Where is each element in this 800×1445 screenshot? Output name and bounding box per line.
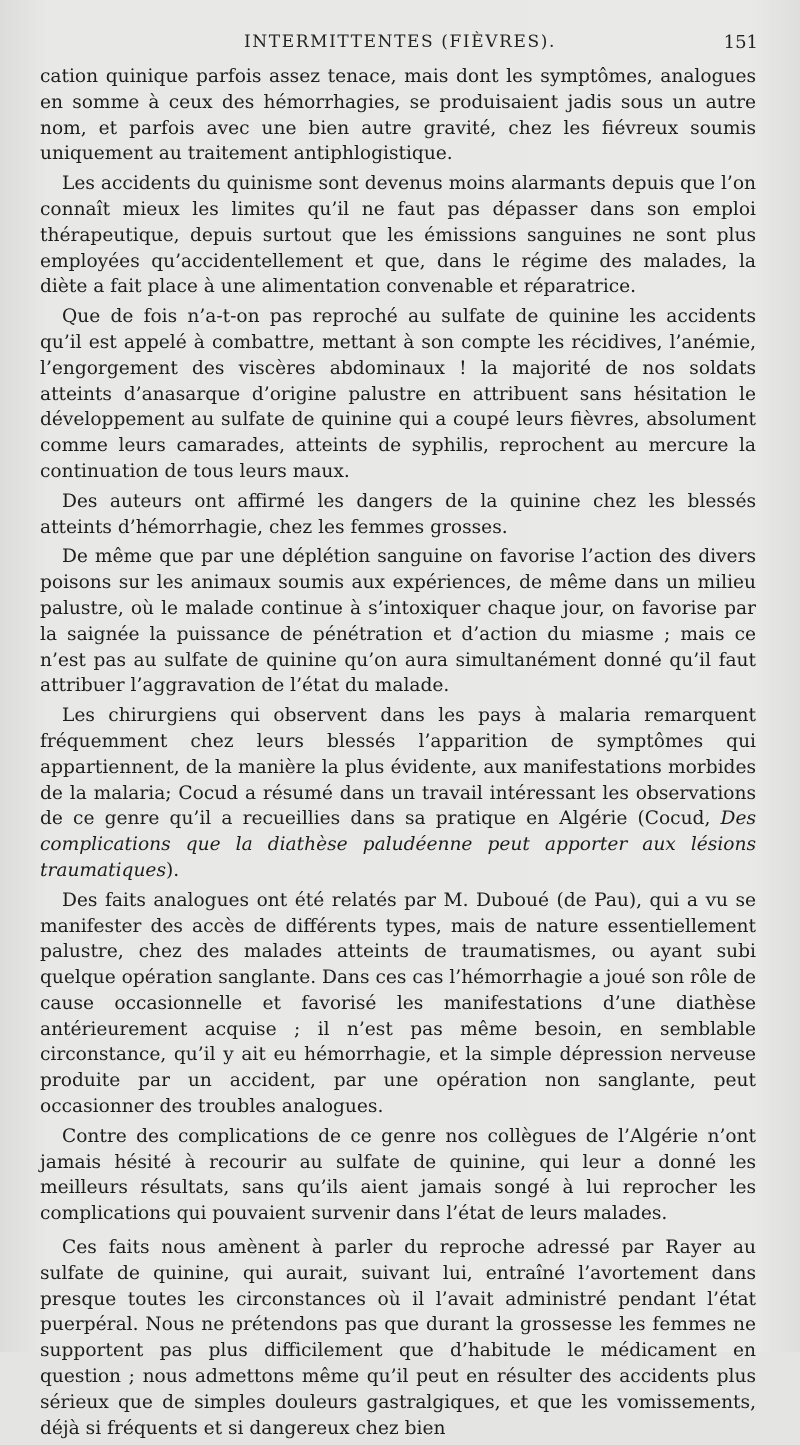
page-number: 151: [723, 32, 758, 53]
paragraph: Des faits analogues ont été relatés par M. Duboué (de Pau), qui a vu se manifester des accès de différents types, mais de nature essentiellement palustre, chez des malades atteints de traumatismes, ou ayant subi quelque opération sanglante. Dans ces cas l’hémorrhagie a joué son rôle de cause occasionnelle et favorisé les manifestations d’une diathèse antérieurement acquise ; il n’est pas même besoin, en semblable circonstance, qu’il y ait eu hémorrhagie, et la simple dépression nerveuse produite par un accident, par une opération non sanglante, peut occasionner des troubles analogues.: [40, 889, 756, 1118]
paragraph: cation quinique parfois assez tenace, mais dont les symptômes, analogues en somme à ceux des hémorrhagies, se produisaient jadis sous un autre nom, et parfois avec une bien autre gravité, chez les fiévreux soumis uniquement au traitement antiphlogistique.: [40, 66, 756, 165]
paragraph-text: ).: [165, 859, 180, 881]
page-header: [0, 32, 800, 58]
paragraph: De même que par une déplétion sanguine on favorise l’action des divers poisons sur les animaux soumis aux expériences, de même dans un milieu palustre, où le malade continue à s’intoxiquer chaque jour, on favorise par la saignée la puissance de pénétration et d’action du miasme ; mais ce n’est pas au sulfate de quinine qu’on aura simultanément donné qu’il faut attribuer l’aggravation de l’état du malade.: [40, 546, 756, 697]
running-title: INTERMITTENTES (FIÈVRES).: [243, 32, 557, 52]
paragraph: Contre des complications de ce genre nos collègues de l’Algérie n’ont jamais hésité à recourir au sulfate de quinine, qui leur a donné les meilleurs résultats, sans qu’ils aient jamais songé à lui reprocher les complications qui pouvaient survenir dans l’état de leurs malades.: [40, 1125, 756, 1225]
cited-work-title: Des complications que la diathèse paludéenne peut apporter aux lésions traumatiques: [40, 808, 756, 881]
paragraph: Des auteurs ont affirmé les dangers de la quinine chez les blessés atteints d’hémorrhagie, chez les femmes grosses.: [40, 490, 756, 538]
paragraph: Que de fois n’a-t-on pas reproché au sulfate de quinine les accidents qu’il est appelé à combattre, mettant à son compte les récidives, l’anémie, l’engorgement des viscères abdominaux ! la majorité de nos soldats atteints d’anasarque d’origine palustre en attribuent sans hésitation le développement au sulfate de quinine qui a coupé leurs fièvres, absolument comme leurs camarades, atteints de syphilis, reprochent au mercure la continuation de tous leurs maux.: [40, 306, 756, 482]
paragraph-text: Les chirurgiens qui observent dans les pays à malaria remarquent fréquemment chez leurs blessés l’apparition de symptômes qui appartiennent, de la manière la plus évidente, aux manifestations morbides de la malaria; Cocud a résumé dans un travail intéressant les observations de ce genre qu’il a recueillies dans sa pratique en Algérie (Cocud,: [40, 705, 756, 830]
paragraph: Ces faits nous amènent à parler du reproche adressé par Rayer au sulfate de quinine, qui aurait, suivant lui, entraîné l’avortement dans presque toutes les circonstances où il l’avait administré pendant l’état puerpéral. Nous ne prétendons pas que durant la grossesse les femmes ne supportent pas plus difficilement que d’habitude le médicament en question ; nous admettons même qu’il peut en résulter des accidents plus sérieux que de simples douleurs gastralgiques, et que les vomissements, déjà si fréquents et si dangereux chez bien: [40, 1237, 756, 1439]
paragraph: [40, 703, 756, 884]
paragraph: Les accidents du quinisme sont devenus moins alarmants depuis que l’on connaît mieux les limites qu’il ne faut pas dépasser dans son emploi thérapeutique, depuis surtout que les émissions sanguines ne sont plus employées qu’accidentellement et que, dans le régime des malades, la diète a fait place à une alimentation convenable et réparatrice.: [40, 173, 756, 298]
body-text: [40, 64, 756, 1445]
